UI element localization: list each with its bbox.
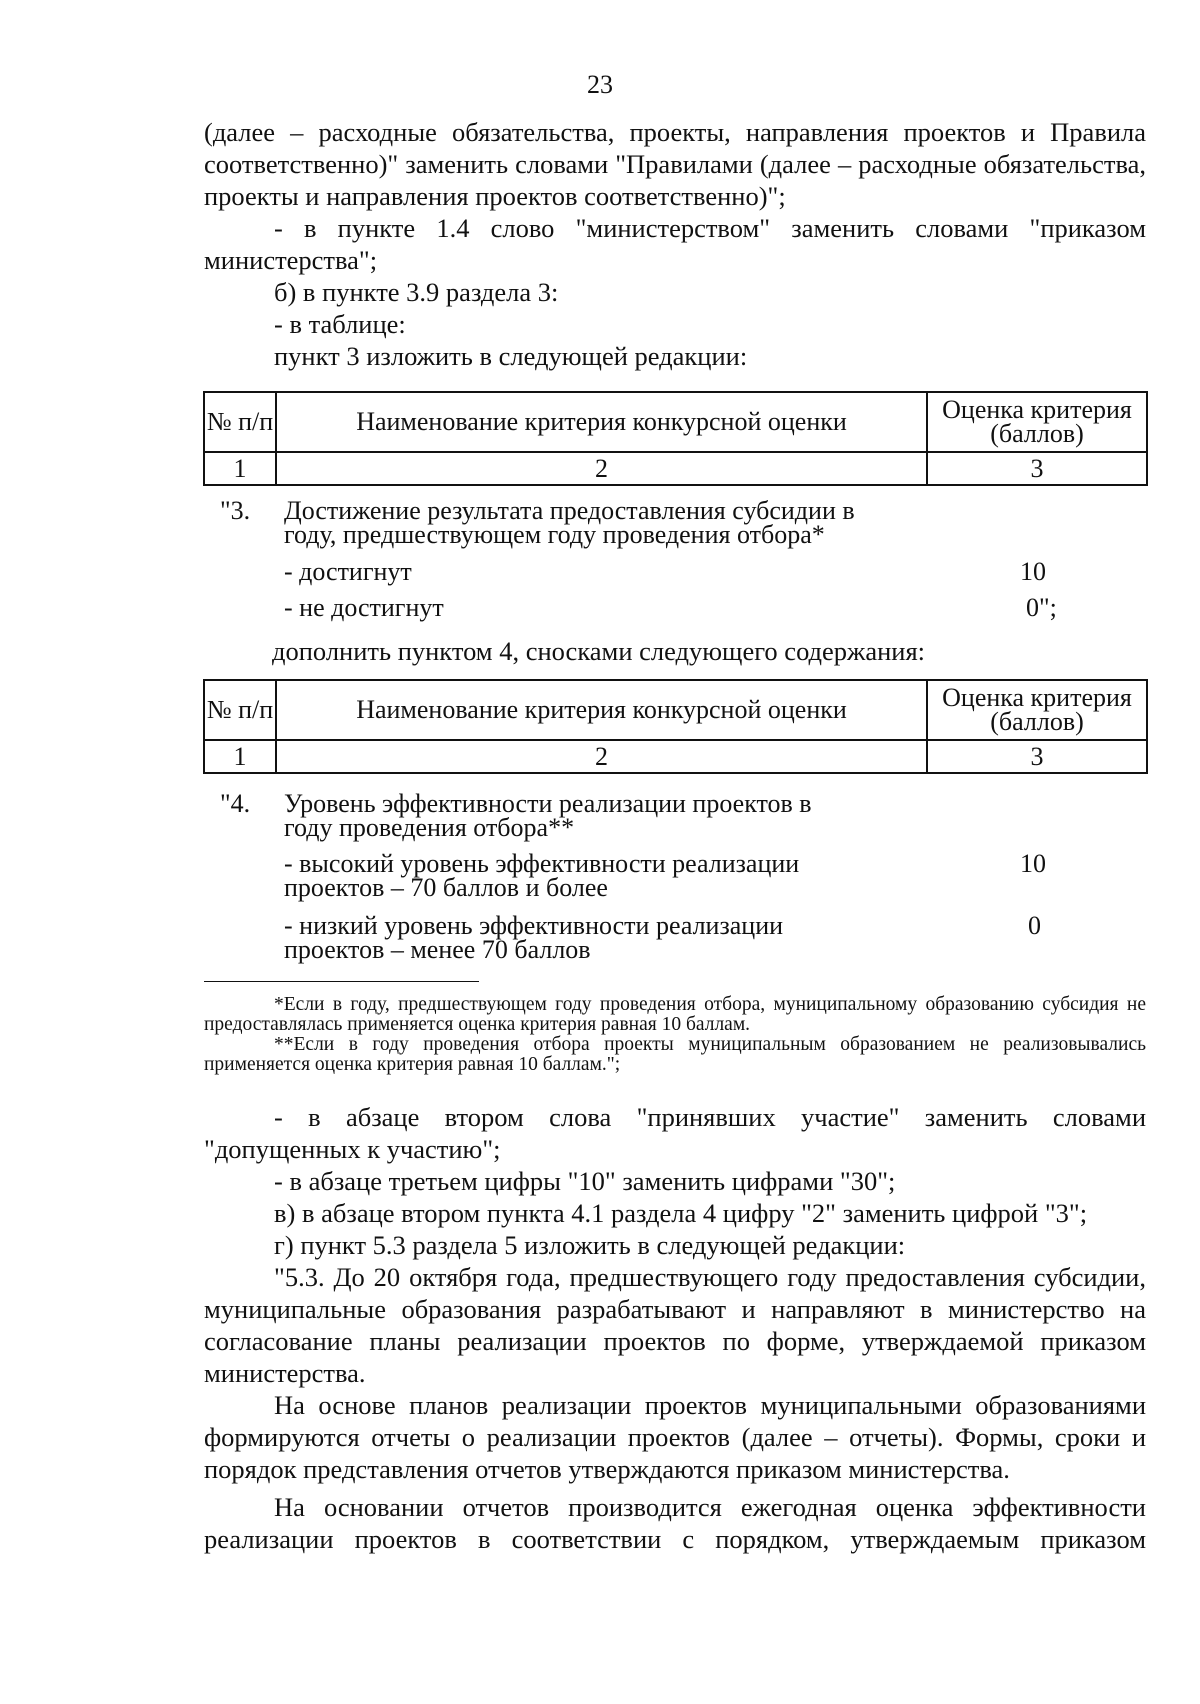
col-number-header: № п/п — [204, 392, 276, 452]
intro-paragraph-2: - в пункте 1.4 слово "министерством" заменить словами "приказом министерства"; — [204, 213, 1146, 275]
item4-title-line-1: Уровень эффективности реализации проектов в — [284, 789, 812, 818]
item3-score-not-achieved: 0"; — [1026, 593, 1057, 622]
transition-text: дополнить пунктом 4, сносками следующего содержания: — [272, 636, 926, 666]
item4-option-low-line-1: - низкий уровень эффективности реализации — [284, 911, 784, 940]
item3-score-achieved: 10 — [1020, 557, 1046, 586]
item4-option-low-line-2: проектов – менее 70 баллов — [284, 935, 591, 964]
paragraph-a7: На основании отчетов производится ежегодная оценка эффективности реализации проектов в соответствии с порядком, утверждаемым приказом — [204, 1492, 1146, 1554]
col-name-index: 2 — [276, 452, 927, 485]
paragraph-a1: - в абзаце втором слова "принявших участие" заменить словами "допущенных к участию"; — [204, 1102, 1146, 1164]
intro-paragraph-5: пункт 3 изложить в следующей редакции: — [274, 341, 748, 371]
paragraph-a4: г) пункт 5.3 раздела 5 изложить в следующей редакции: — [274, 1230, 906, 1260]
item3-number: "3. — [220, 496, 251, 525]
col-number-header: № п/п — [204, 680, 276, 740]
intro-block — [204, 116, 1146, 372]
continuation-block — [204, 1101, 1146, 1587]
criteria-table-2 — [203, 679, 1148, 774]
col-number-index: 1 — [204, 740, 276, 773]
criteria-table-1 — [203, 391, 1148, 486]
paragraph-a3: в) в абзаце втором пункта 4.1 раздела 4 цифру "2" заменить цифрой "3"; — [274, 1198, 1088, 1228]
intro-paragraph-3: б) в пункте 3.9 раздела 3: — [274, 277, 559, 307]
col-name-index: 2 — [276, 740, 927, 773]
col-score-index: 3 — [927, 740, 1147, 773]
col-score-header: Оценка критерия (баллов) — [927, 392, 1147, 452]
item3-title-line-2: году, предшествующем году проведения отбора* — [284, 520, 825, 549]
page-number: 23 — [587, 70, 613, 99]
col-score-header: Оценка критерия (баллов) — [927, 680, 1147, 740]
col-name-header: Наименование критерия конкурсной оценки — [276, 392, 927, 452]
col-name-header: Наименование критерия конкурсной оценки — [276, 680, 927, 740]
intro-paragraph-4: - в таблице: — [274, 309, 406, 339]
item4-option-high-line-2: проектов – 70 баллов и более — [284, 873, 608, 902]
item4-title-line-2: году проведения отбора** — [284, 813, 575, 842]
item3-title-line-1: Достижение результата предоставления субсидии в — [284, 496, 855, 525]
item4-option-high-line-1: - высокий уровень эффективности реализации — [284, 849, 800, 878]
intro-paragraph-1: (далее – расходные обязательства, проекты, направления проектов и Правила соответственно)" заменить словами "Правилами (далее – расходные обязательства, проекты и направления проектов соответственно)"; — [204, 117, 1146, 211]
item4-score-high: 10 — [1020, 849, 1046, 878]
item3-option-not-achieved: - не достигнут — [284, 593, 444, 622]
item3-option-achieved: - достигнут — [284, 557, 412, 586]
item4-score-low: 0 — [1028, 911, 1041, 940]
col-number-index: 1 — [204, 452, 276, 485]
item4-number: "4. — [220, 789, 251, 818]
footnotes-block — [204, 995, 1146, 1075]
paragraph-a5: "5.3. До 20 октября года, предшествующего году предоставления субсидии, муниципальные образования разрабатывают и направляют в министерство на согласование планы реализации проектов по форме, утверждаемой приказом министерства. — [204, 1262, 1146, 1388]
footnote-1: *Если в году, предшествующем году проведения отбора, муниципальному образованию субсидия не предоставлялась применяется оценка критерия равная 10 баллам. — [204, 994, 1146, 1035]
paragraph-a2: - в абзаце третьем цифры "10" заменить цифрами "30"; — [274, 1166, 896, 1196]
footnote-2: **Если в году проведения отбора проекты муниципальным образованием не реализовывались применяется оценка критерия равная 10 баллам."; — [204, 1034, 1146, 1075]
col-score-index: 3 — [927, 452, 1147, 485]
footnote-separator — [204, 981, 479, 982]
paragraph-a6: На основе планов реализации проектов муниципальными образованиями формируются отчеты о реализации проектов (далее – отчеты). Формы, сроки и порядок представления отчетов утверждаются приказом министерства. — [204, 1390, 1146, 1484]
